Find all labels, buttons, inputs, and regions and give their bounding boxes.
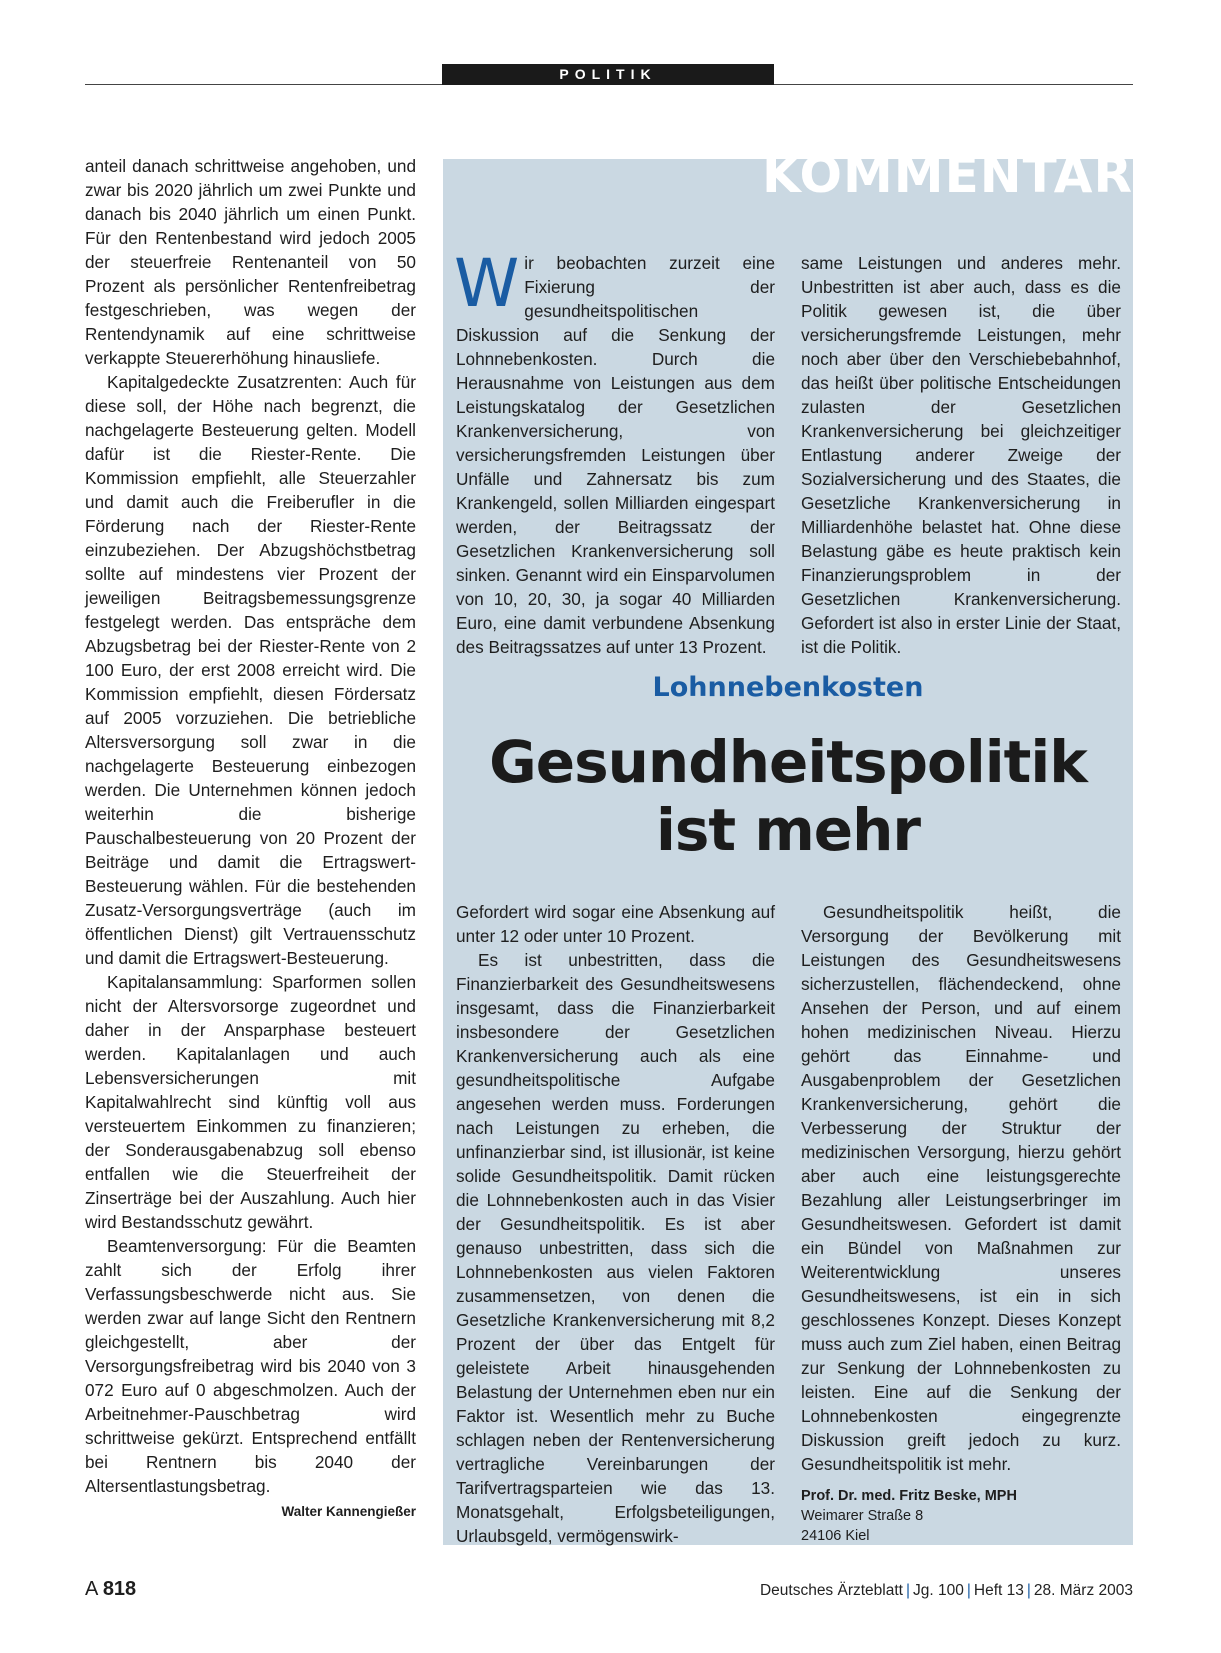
comment-author-name: Prof. Dr. med. Fritz Beske, MPH: [801, 1488, 1017, 1504]
footer-citation: Deutsches Ärzteblatt | Jg. 100 | Heft 13 | 28. März 2003: [759, 1582, 1133, 1599]
article-author: Walter Kannengießer: [281, 1504, 416, 1519]
drop-cap: W: [454, 245, 520, 322]
left-paragraph-4-text: Beamtenversorgung: Für die Beamten zahlt sich der Erfolg ihrer Verfassungsbeschwerde nicht aus. Sie werden zwar auf lange Sicht den Rentnern gleichgestellt, aber der Versorgungsfreibetrag wird bis 2040 von 3 072 Euro auf 0 abgeschmolzen. Auch der Arbeitnehmer-Pauschbetrag wird schrittweise gekürzt. Entsprechend entfällt bei Rentnern bis 2040 der Altersentlastungsbetrag.: [85, 1236, 416, 1496]
article-headline: [443, 728, 1133, 864]
comment-paragraph-br: Gesundheitspolitik heißt, die Versorgung der Bevölkerung mit Leistungen des Gesundheitswesens sicherzustellen, flächendeckend, ohne Ansehen der Person, und auf einem hohen medizinischen Niveau. Hierzu gehört das Einnahme- und Ausgabenproblem der Gesetzlichen Krankenversicherung, gehört die Verbesserung der Struktur der medizinischen Versorgung, hierzu gehört aber auch eine leistungsgerechte Bezahlung aller Leistungserbringer im Gesundheitswesen. Gefordert ist damit ein Bündel von Maßnahmen zur Weiterentwicklung unseres Gesundheitswesens, ist ein in sich geschlossenes Konzept. Dieses Konzept muss auch zum Ziel haben, einen Beitrag zur Senkung der Lohnnebenkosten zu leisten. Eine auf die Senkung der Lohnnebenkosten eingegrenzte Diskussion greift jedoch zu kurz. Gesundheitspolitik ist mehr.: [801, 902, 1121, 1474]
article-kicker: Lohnnebenkosten: [652, 672, 924, 703]
comment-paragraph-bl-1: Gefordert wird sogar eine Absenkung auf unter 12 oder unter 10 Prozent.: [456, 902, 775, 946]
comment-column-top-right: [801, 251, 1121, 659]
headline-line-1: Gesundheitspolitik: [489, 728, 1087, 796]
comment-paragraph-top-right: same Leistungen und anderes mehr. Unbestritten ist aber auch, dass es die Politik gewesen ist, die über versicherungsfremde Leistungen, mehr noch aber über den Verschiebebahnhof, das heißt über politische Entscheidungen zulasten der Gesetzlichen Krankenversicherung bei gleichzeitiger Entlastung anderer Zweige der Sozialversicherung und des Staates, die Gesetzliche Krankenversicherung in Milliardenhöhe belastet hat. Ohne diese Belastung gäbe es heute praktisch kein Finanzierungsproblem in der Gesetzlichen Krankenversicherung. Gefordert ist also in erster Linie der Staat, ist die Politik.: [801, 253, 1121, 657]
journal-volume: Jg. 100: [913, 1582, 964, 1599]
left-paragraph-1: anteil danach schrittweise angehoben, und zwar bis 2020 jährlich um zwei Punkte und danach bis 2040 jährlich um einen Punkt. Für den Rentenbestand wird jedoch 2005 der steuerfreie Rentenanteil von 50 Prozent als persönlicher Rentenfreibetrag festgeschrieben, was wegen der Rentendynamik auf eine schrittweise verkappte Steuererhöhung hinausliefe.: [85, 156, 416, 368]
page-number: [85, 1578, 136, 1601]
left-paragraph-2: Kapitalgedeckte Zusatzrenten: Auch für diese soll, der Höhe nach begrenzt, die nachgelagerte Besteuerung gelten. Modell dafür ist die Riester-Rente. Die Kommission empfiehlt, alle Steuerzahler und damit auch die Freiberufler in die Förderung nach der Riester-Rente einzubeziehen. Der Abzugshöchstbetrag sollte auf mindestens vier Prozent der jeweiligen Beitragsbemessungsgrenze festgelegt werden. Das entspräche dem Abzugsbetrag bei der Riester-Rente von 2 100 Euro, der erst 2008 erreicht wird. Die Kommission empfiehlt, diesen Fördersatz auf 2005 vorzuziehen. Die betriebliche Altersversorgung soll zwar in die nachgelagerte Besteuerung einbezogen werden. Die Unternehmen können jedoch weiterhin die bisherige Pauschalbesteuerung von 20 Prozent der Beiträge und damit die Ertragswert-Besteuerung wählen. Für die bestehenden Zusatz-Versorgungsverträge (auch im öffentlichen Dienst) gilt Vertrauensschutz und damit die Ertragswert-Besteuerung.: [85, 372, 416, 968]
comment-author-city: 24106 Kiel: [801, 1528, 870, 1544]
journal-name: Deutsches Ärzteblatt: [759, 1582, 903, 1599]
comment-intro-text: ir beobachten zurzeit eine Fixierung der gesundheitspolitischen Diskussion auf die Senkung der Lohnnebenkosten. Durch die Herausnahme von Leistungen aus dem Leistungskatalog der Gesetzlichen Krankenversicherung, von versicherungsfremden Leistungen über Unfälle und Zahnersatz bis zum Krankengeld, sollen Milliarden eingespart werden, der Beitragssatz der Gesetzlichen Krankenversicherung soll sinken. Genannt wird ein Einsparvolumen von 10, 20, 30, ja sogar 40 Milliarden Euro, eine damit verbundene Absenkung des Beitragssatzes auf unter 13 Prozent.: [456, 253, 775, 657]
comment-author-block: [801, 1486, 1121, 1546]
journal-issue: Heft 13: [973, 1582, 1024, 1599]
journal-date: 28. März 2003: [1033, 1582, 1133, 1599]
section-label: POLITIK: [442, 64, 774, 85]
left-paragraph-3: Kapitalansammlung: Sparformen sollen nicht der Altersvorsorge zugeordnet und daher in der Ansparphase besteuert werden. Kapitalanlagen und auch Lebensversicherungen mit Kapitalwahlrecht sind künftig voll aus versteuertem Einkommen zu finanzieren; der Sonderausgabenabzug soll ebenso entfallen wie die Steuerfreiheit der Zinserträge bei der Auszahlung. Auch hier wird Bestandsschutz gewährt.: [85, 972, 416, 1232]
comment-column-bottom-left: [456, 900, 775, 1548]
page-prefix: A: [85, 1578, 98, 1600]
left-article-column: [85, 154, 416, 1524]
comment-label: KOMMENTAR: [762, 146, 1133, 204]
headline-line-2: ist mehr: [656, 796, 920, 864]
comment-intro-paragraph: [454, 245, 775, 659]
comment-column-bottom-right: [801, 900, 1121, 1546]
comment-author-street: Weimarer Straße 8: [801, 1508, 924, 1524]
comment-paragraph-bl-2: Es ist unbestritten, dass die Finanzierbarkeit des Gesundheitswesens insgesamt, dass die Finanzierbarkeit insbesondere der Gesetzlichen Krankenversicherung auch als eine gesundheitspolitische Aufgabe angesehen werden muss. Forderungen nach Leistungen zu erheben, die unfinanzierbar sind, ist illusionär, ist keine solide Gesundheitspolitik. Damit rücken die Lohnnebenkosten auch in das Visier der Gesundheitspolitik. Es ist aber genauso unbestritten, dass sich die Lohnnebenkosten aus vielen Faktoren zusammensetzen, von denen die Gesetzliche Krankenversicherung mit 8,2 Prozent der über das Entgelt für geleistete Arbeit hinausgehenden Belastung der Unternehmen eben nur ein Faktor ist. Wesentlich mehr zu Buche schlagen neben der Rentenversicherung vertragliche Vereinbarungen der Tarifvertragsparteien wie das 13. Monatsgehalt, Erfolgsbeteiligungen, Urlaubsgeld, vermögenswirk-: [456, 950, 775, 1546]
page-number-value: 818: [102, 1578, 137, 1600]
comment-column-top-left: [454, 245, 775, 659]
left-paragraph-4: [85, 1234, 416, 1519]
